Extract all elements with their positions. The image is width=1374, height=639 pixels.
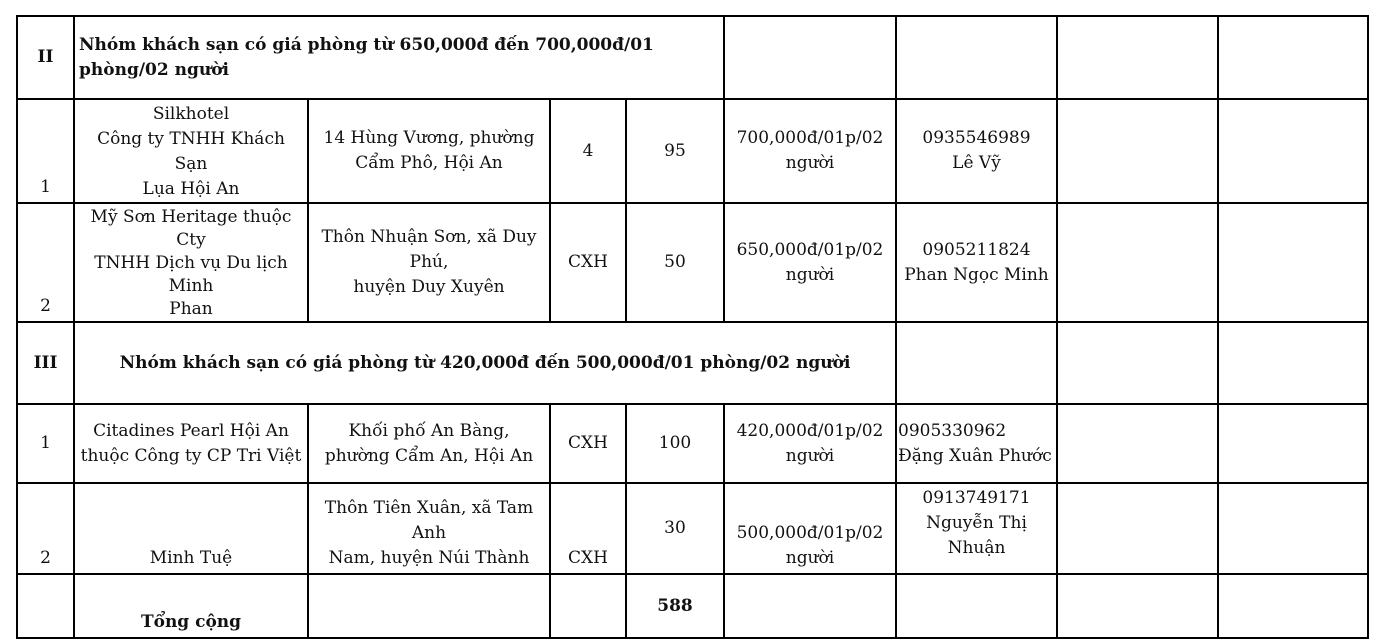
contact: 0905211824 Phan Ngọc Minh <box>896 203 1057 322</box>
room-count: 30 <box>626 483 724 574</box>
hotel-name: Silkhotel Công ty TNHH Khách Sạn Lụa Hội An <box>74 99 308 203</box>
hotel-grade: CXH <box>550 404 626 483</box>
room-price: 650,000đ/01p/02 người <box>724 203 896 322</box>
hotel-table <box>16 15 1369 639</box>
row-stt: 2 <box>17 483 74 574</box>
section-title: Nhóm khách sạn có giá phòng từ 420,000đ đến 500,000đ/01 phòng/02 người <box>74 322 896 404</box>
hotel-address: Khối phố An Bàng, phường Cẩm An, Hội An <box>308 404 550 483</box>
hotel-name: Minh Tuệ <box>74 483 308 574</box>
table-row <box>17 483 1368 574</box>
table-row <box>17 99 1368 203</box>
hotel-address: Thôn Nhuận Sơn, xã Duy Phú, huyện Duy Xuyên <box>308 203 550 322</box>
room-count: 50 <box>626 203 724 322</box>
table-row <box>17 203 1368 322</box>
contact: 0935546989 Lê Vỹ <box>896 99 1057 203</box>
total-label: Tổng cộng <box>74 574 308 638</box>
row-stt: 1 <box>17 404 74 483</box>
row-stt: 2 <box>17 203 74 322</box>
hotel-grade: CXH <box>550 203 626 322</box>
section-header-row <box>17 16 1368 99</box>
hotel-name: Citadines Pearl Hội An thuộc Công ty CP Tri Việt <box>74 404 308 483</box>
hotel-grade: 4 <box>550 99 626 203</box>
section-title: Nhóm khách sạn có giá phòng từ 650,000đ đến 700,000đ/01 phòng/02 người <box>74 16 724 99</box>
section-roman: III <box>17 322 74 404</box>
room-price: 500,000đ/01p/02 người <box>724 483 896 574</box>
row-stt: 1 <box>17 99 74 203</box>
hotel-grade: CXH <box>550 483 626 574</box>
contact: 0905330962 Đặng Xuân Phước <box>896 404 1057 483</box>
contact: 0913749171 Nguyễn Thị Nhuận <box>896 483 1057 574</box>
hotel-address: 14 Hùng Vương, phường Cẩm Phô, Hội An <box>308 99 550 203</box>
hotel-name: Mỹ Sơn Heritage thuộc Cty TNHH Dịch vụ Du lịch Minh Phan <box>74 203 308 322</box>
table-row <box>17 404 1368 483</box>
room-price: 700,000đ/01p/02 người <box>724 99 896 203</box>
section-roman: II <box>17 16 74 99</box>
room-count: 95 <box>626 99 724 203</box>
hotel-address: Thôn Tiên Xuân, xã Tam Anh Nam, huyện Núi Thành <box>308 483 550 574</box>
section-header-row <box>17 322 1368 404</box>
room-price: 420,000đ/01p/02 người <box>724 404 896 483</box>
room-count: 100 <box>626 404 724 483</box>
total-rooms: 588 <box>626 574 724 638</box>
total-row <box>17 574 1368 638</box>
